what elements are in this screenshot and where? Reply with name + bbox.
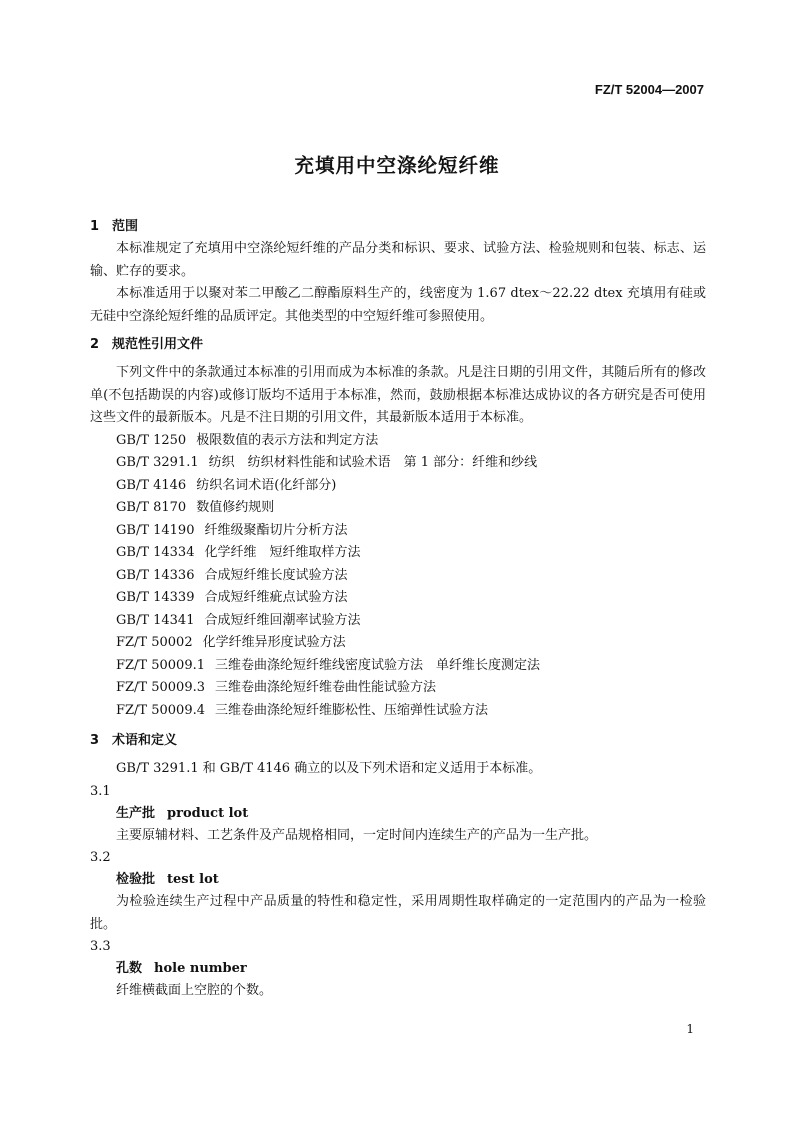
reference-code: FZ/T 50002 bbox=[116, 635, 193, 650]
reference-title: 合成短纤维回潮率试验方法 bbox=[204, 612, 361, 628]
standard-code: FZ/T 52004—2007 bbox=[594, 82, 704, 97]
reference-title: 纺织名词术语(化纤部分) bbox=[196, 477, 337, 493]
reference-title: 三维卷曲涤纶短纤维膨松性、压缩弹性试验方法 bbox=[215, 702, 489, 718]
reference-item bbox=[90, 632, 706, 655]
section-number: 1 bbox=[90, 219, 100, 234]
reference-title: 极限数值的表示方法和判定方法 bbox=[196, 432, 379, 448]
reference-title: 数值修约规则 bbox=[196, 500, 275, 515]
reference-code: GB/T 3291.1 bbox=[116, 455, 199, 470]
reference-title: 化学纤维异形度试验方法 bbox=[202, 635, 346, 650]
reference-item bbox=[90, 475, 706, 498]
term-zh: 检验批 bbox=[116, 872, 156, 887]
term-zh: 孔数 bbox=[116, 961, 143, 976]
reference-item bbox=[90, 520, 706, 543]
section-heading bbox=[90, 334, 706, 356]
reference-item bbox=[90, 587, 706, 610]
term-heading bbox=[90, 803, 706, 825]
reference-code: GB/T 14334 bbox=[116, 545, 195, 560]
reference-item bbox=[90, 700, 706, 723]
reference-item bbox=[90, 565, 706, 588]
section-title: 术语和定义 bbox=[112, 733, 178, 748]
reference-title: 合成短纤维长度试验方法 bbox=[204, 567, 348, 583]
reference-title: 三维卷曲涤纶短纤维卷曲性能试验方法 bbox=[215, 680, 437, 695]
reference-list bbox=[90, 430, 706, 723]
paragraph: GB/T 3291.1 和 GB/T 4146 确立的以及下列术语和定义适用于本标准。 bbox=[116, 761, 542, 776]
document-body bbox=[90, 216, 706, 1003]
reference-item bbox=[90, 610, 706, 633]
section-normative-references bbox=[90, 334, 706, 722]
page-number: 1 bbox=[686, 1022, 694, 1036]
reference-code: GB/T 14336 bbox=[116, 567, 195, 583]
paragraph: 本标准适用于以聚对苯二甲酸乙二醇酯原料生产的，线密度为 1.67 dtex～22.22 dtex 充填用有硅或无硅中空涤纶短纤维的品质评定。其他类型的中空短纤维可参照使用。 bbox=[90, 286, 706, 324]
section-heading bbox=[90, 730, 706, 752]
term-entry bbox=[90, 847, 706, 936]
section-number: 2 bbox=[90, 337, 100, 352]
reference-code: FZ/T 50009.1 bbox=[116, 657, 205, 673]
section-title: 规范性引用文件 bbox=[112, 337, 204, 352]
term-definition: 为检验连续生产过程中产品质量的特性和稳定性，采用周期性取样确定的一定范围内的产品为一检验批。 bbox=[90, 894, 706, 932]
reference-code: FZ/T 50009.4 bbox=[116, 702, 205, 718]
reference-code: GB/T 4146 bbox=[116, 477, 187, 493]
clause-number: 3.3 bbox=[90, 939, 111, 954]
reference-title: 化学纤维 短纤维取样方法 bbox=[204, 545, 361, 560]
paragraph: 本标准规定了充填用中空涤纶短纤维的产品分类和标识、要求、试验方法、检验规则和包装、标志、运输、贮存的要求。 bbox=[90, 241, 706, 279]
term-definition: 纤维横截面上空腔的个数。 bbox=[116, 983, 273, 998]
clause-number: 3.2 bbox=[90, 850, 111, 865]
reference-code: GB/T 14190 bbox=[116, 522, 195, 538]
section-number: 3 bbox=[90, 733, 100, 748]
reference-item bbox=[90, 677, 706, 700]
term-en: test lot bbox=[167, 872, 219, 887]
term-entry bbox=[90, 936, 706, 1003]
section-scope bbox=[90, 216, 706, 328]
reference-code: FZ/T 50009.3 bbox=[116, 680, 205, 695]
reference-title: 三维卷曲涤纶短纤维线密度试验方法 单纤维长度测定法 bbox=[215, 657, 541, 673]
term-en: hole number bbox=[154, 961, 247, 976]
term-zh: 生产批 bbox=[116, 805, 156, 821]
term-entry bbox=[90, 781, 706, 848]
reference-code: GB/T 14341 bbox=[116, 612, 195, 628]
term-en: product lot bbox=[167, 805, 249, 821]
reference-item bbox=[90, 430, 706, 453]
document-title: 充填用中空涤纶短纤维 bbox=[294, 154, 500, 177]
term-heading bbox=[90, 869, 706, 891]
reference-title: 纺织 纺织材料性能和试验术语 第 1 部分：纤维和纱线 bbox=[208, 455, 538, 470]
reference-title: 纤维级聚酯切片分析方法 bbox=[204, 522, 348, 538]
reference-code: GB/T 8170 bbox=[116, 500, 187, 515]
reference-item bbox=[90, 542, 706, 565]
reference-code: GB/T 1250 bbox=[116, 432, 187, 448]
section-terms-definitions bbox=[90, 730, 706, 1003]
paragraph: 下列文件中的条款通过本标准的引用而成为本标准的条款。凡是注日期的引用文件，其随后所有的修改单(不包括勘误的内容)或修订版均不适用于本标准，然而，鼓励根据本标准达成协议的各方研究是否可使用这些文件的最新版本。凡是不注日期的引用文件，其最新版本适用于本标准。 bbox=[90, 365, 706, 425]
section-title: 范围 bbox=[112, 219, 139, 234]
reference-item bbox=[90, 497, 706, 520]
reference-code: GB/T 14339 bbox=[116, 590, 195, 605]
clause-number: 3.1 bbox=[90, 783, 111, 799]
section-heading bbox=[90, 216, 706, 238]
term-definition: 主要原辅材料、工艺条件及产品规格相同，一定时间内连续生产的产品为一生产批。 bbox=[116, 827, 598, 843]
reference-title: 合成短纤维疵点试验方法 bbox=[204, 590, 348, 605]
reference-item bbox=[90, 452, 706, 475]
term-heading bbox=[90, 958, 706, 980]
reference-item bbox=[90, 655, 706, 678]
